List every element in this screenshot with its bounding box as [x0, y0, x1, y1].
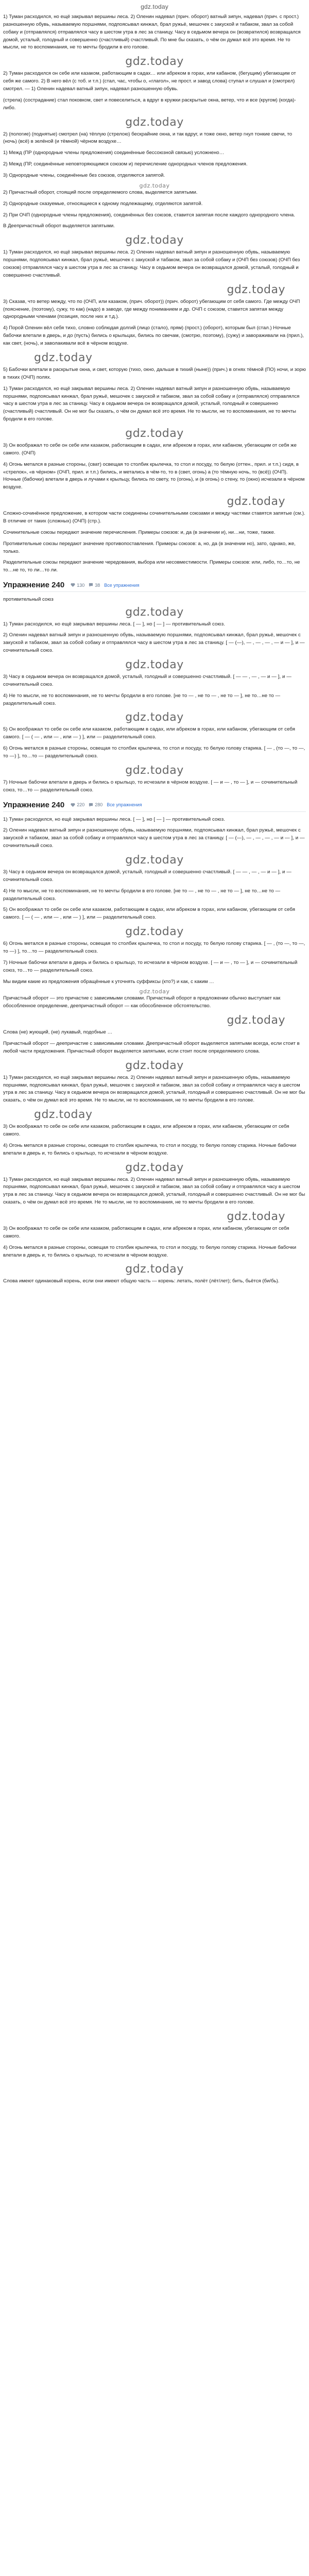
paragraph: 1) Межд (ПР (однородные члены предложения) соединённые бессоюзной связью) усложнено… [3, 150, 225, 156]
answer-item: 4) Не то мысли, не то воспоминания, не то мечты бродили в его голове. [не то — , не то — , не то — ], не то…не то — разделительный союз. [3, 692, 281, 706]
divider [3, 811, 306, 812]
watermark: gdz.today [34, 351, 93, 364]
paragraph: 2) При ОЧП (однородные члены предложения), соединённых без союзов, ставится запятая после каждого однородного члена. [3, 212, 295, 218]
all-exercises-link[interactable]: Все упражнения [104, 582, 140, 588]
intro-line: противительный союз [3, 597, 54, 603]
answer-item: 5) Он воображал то себе он себе или казаком, работающим в садах, или абреком в горах, или кабаном, убегающим от себя самого. [ — ( — , или — , или — ) ], или — разделительный союз. [3, 726, 296, 740]
likes-stat[interactable] [71, 583, 84, 588]
site-logo[interactable]: gdz.today [141, 3, 168, 10]
answer-item: 3) Часу в седьмом вечера он возвращался домой, усталый, голодный и совершенно счастливый. [ — — , — , — и — ], и — сочинительный союз. [3, 673, 291, 687]
paragraph: 4) Огонь метался в разные стороны, (сват) освещая то столбик крылечка, то стол и посуду, то белую (оттен., прил. и т.п.) сидя, в «стрелок», «в чёрном» (ОЧП, прил. и т.п.) бились, и метались в чём-то, то в (свет, огонь) а (то тёмную ночь, то (всё)) (ОЧП). Ночные (бабочки) влетали в дверь и лучами к крыльцу, бились по свету, то (огонь), и (в огонь) о стену, то (окно) исчезали в чёрном воздухе. [3, 461, 305, 490]
section-1 [3, 13, 306, 574]
paragraph: (стрела) (сострадание) стал поковком, свет и повеселиться, а вдруг в кружки раскрытые окна, ветер, что и все (кругом) (когда)-либо. [3, 97, 296, 111]
watermark: gdz.today [125, 853, 184, 867]
watermark: gdz.today [125, 55, 184, 69]
exercise-heading [3, 801, 306, 809]
watermark: gdz.today [227, 1014, 285, 1027]
paragraph: 3) Он воображал то себе он себе или казаком, работающим в садах, или абреком в горах, или кабаном, убегающим от себя же самого. (ОЧП) [3, 442, 297, 456]
paragraph: Причастный оборот — деепричастие с зависимыми словами. Деепричастный оборот выделяется запятыми всегда, если стоит в любой части предложения. Причастный оборот выделяется запятыми, если стоит после определяемого слова. [3, 1041, 300, 1054]
answer-item: 1) Туман расходился, но ещё закрывал вершины леса. [ — ], но [ — ] — противительный союз. [3, 621, 225, 627]
paragraph: Причастный оборот — это причастие с зависимыми словами. Причастный оборот в предложении обычно выступает как обособленное определение, деепричастный оборот — как обособленное обстоятельство. [3, 995, 281, 1009]
likes-count: 130 [77, 582, 85, 588]
paragraph: Разделительные союзы передают значение чередования, выбора или несовместимости. Примеры союзов: или, либо, то…то, не то…не то, то ли…то ли. [3, 560, 300, 573]
paragraph: 1) Туман расходился, но ещё закрывал вершины леса. 2) Оленин надевал ватный зипун и разношенную обувь, называемую поршнями, подпоясывал кинжал, брал ружьё, мешочек с закуской и табаком, звал за собой собаку и отправлялся часу в шестом утра в лес за станицу. Часу в седьмом вечера он возвращался домой, усталый, голодный и совершенно счастливый. Он не мог бы сказать, о чём он думал всё это время. Не то мысли, не то воспоминания, не то мечты бродили в его голове. [3, 1176, 305, 1206]
paragraph: 3) Однородные члены, соединённые без союзов, отделяются запятой. [3, 173, 165, 179]
watermark: gdz.today [125, 1059, 184, 1072]
watermark: gdz.today [125, 1161, 184, 1174]
answer-item: 2) Оленин надевал ватный зипун и разношенную обувь, называемую поршнями, подпоясывал кинжал, брал ружьё, мешочек с закуской и табаком, звал за собой собаку и отправлялся часу в шестом утра в лес за станицу. [ — (—), — , — , — , — и — ], и — сочинительный союз. [3, 632, 305, 654]
paragraph: 2) Причастный оборот, стоящий после определяемого слова, выделяется запятыми. [3, 189, 198, 195]
watermark: gdz.today [34, 1108, 93, 1122]
heart-icon [71, 583, 75, 587]
paragraph: 1) Туман расходился, но ещё закрывал вершины леса. 2) Оленин надевал (прич. оборот) ватный зипун, надевал (прич. с прост.) разношенную обувь, называемую поршнями, подпоясывал кинжал, брал ружьё, мешочек с закуской и табаком, звал за собой собаку и (отправлялся) отправлялся часу в шестом утра в лес за станицу. Часу в седьмом вечера он (возвратился) возвращался домой, усталый, голодный и совершенно (счастливый) счастливый. По мне бы сказать, о чём он думал всё это время. Не то мысли, не то воспоминания, не то мечты бродили в его голове. [3, 14, 301, 50]
answer-item: 2) Оленин надевал ватный зипун и разношенную обувь, называемую поршнями, подпоясывал кинжал, брал ружьё, мешочек с закуской и табаком, звал за собой собаку и отправлялся часу в шестом утра в лес за станицу. [ — (—), — , — , — , — и — ], и — сочинительный союз. [3, 827, 305, 849]
exercise-stats [71, 802, 142, 807]
divider [3, 591, 306, 592]
page-bottom-space [3, 1289, 306, 1371]
paragraph: 3) Он воображал то себе он себе или казаком, работающим в садах, или абреком в горах, или кабаном, убегающим от себя самого. [3, 1226, 289, 1239]
watermark: gdz.today [125, 658, 184, 671]
comment-icon [89, 583, 93, 587]
paragraph: Противительные союзы передают значение противопоставления. Примеры союзов: а, но, да (в значении но), зато, однако, же, только. [3, 540, 296, 554]
watermark: gdz.today [125, 764, 184, 777]
watermark: gdz.today [125, 925, 184, 939]
comments-count: 38 [95, 582, 100, 588]
watermark: gdz.today [125, 427, 184, 440]
paragraph: 2) Однородные сказуемые, относящиеся к одному подлежащему, отделяются запятой. [3, 200, 203, 207]
answer-item: 3) Часу в седьмом вечера он возвращался домой, усталый, голодный и совершенно счастливый. [ — — , — , — и — ], и — сочинительный союз. [3, 869, 291, 883]
paragraph: 1) Туман расходился, но ещё закрывал вершины леса. 2) Оленин надевал ватный зипун и разношенную обувь, называемую поршнями, подпоясывал кинжал, брал ружьё, мешочек с закуской и табаком, звал за собой собаку и (отправлялся) отправлялся часу в шестом утра в лес за станицу. Часу в седьмом вечера он возвращался домой, усталый, голодный и совершенно (счастливый) счастливый. Он не мог бы сказать, о чём он думал всё это время. Не то мысли, не то воспоминания, не то мечты бродили в его голове. [3, 385, 300, 422]
all-exercises-link[interactable]: Все упражнения [107, 802, 142, 808]
paragraph: Мы видим какие из предложения обращённые к уточнять суффиксы (кто?) и как, с каким … [3, 978, 214, 985]
answer-item: 5) Он воображал то себе он себе или казаком, работающим в садах, или абреком в горах, или кабаном, убегающим от себя самого. [ — ( — , или — , или — ) ], или — разделительный союз. [3, 907, 296, 921]
watermark: gdz.today [125, 711, 184, 724]
comment-icon [89, 803, 93, 807]
paragraph: 4) Огонь метался в разные стороны, освещая то столбик крылечка, то стол и посуду, то белую голову старика. Ночные бабочки влетали в дверь и, то бились о крыльцо, то исчезали в чёрном воздухе. [3, 1142, 297, 1156]
paragraph: Сочинительные союзы передают значение перечисления. Примеры союзов: и, да (в значении и), ни…ни, тоже, также. [3, 529, 276, 535]
answer-item: 6) Огонь метался в разные стороны, освещая то столбик крылечка, то стол и посуду, то белую голову старика. [ — , (то —, то —, то —) ], то…то — разделительный союз. [3, 941, 305, 954]
answer-item: 6) Огонь метался в разные стороны, освещая то столбик крылечка, то стол и посуду, то белую голову старика. [ — , (то —, то —, то —) ], то…то — разделительный союз. [3, 745, 305, 759]
exercise-title: Упражнение 240 [3, 581, 65, 590]
watermark: gdz.today [125, 234, 184, 247]
paragraph: 1) Туман расходился, но ещё закрывал вершины леса. 2) Оленин надевал ватный зипун и разношенную обувь, называемую поршнями, подпоясывал кинжал, брал ружьё, мешочек с закуской и табаком, звал за собой собаку и отправлялся часу в шестом утра в лес за станицу. Часу в седьмом вечера он возвращался домой, усталый, голодный и совершенно счастливый. Он не мог бы сказать, о чём он думал всё это время. Не то мысли, не то воспоминания, не то мечты бродили в его голове. [3, 1074, 305, 1104]
likes-stat[interactable] [71, 802, 84, 807]
paragraph: 4) Порой Оленин вёл себя тихо, словно соблюдая долгий (лицо (стало), прям) (прост.) (оборот), которым был (стал.) Ночные бабочки влетали в дверь, и до (пусть) бились о крыльцах, бились по свечам, (смотрю, поэтому), (сужу) и завораживали на (прил.), как свет, (ночь), и заволакивали всё в чёрном воздухе. [3, 325, 304, 347]
answer-item: 1) Туман расходился, но ещё закрывал вершины леса. [ — ], но [ — ] — противительный союз. [3, 816, 225, 822]
answer-item: 7) Ночные бабочки влетали в дверь и бились о крыльцо, то исчезали в чёрном воздухе. [ — и — , то — ], и — сочинительный союз, то…то — разделительный союз. [3, 779, 298, 793]
heart-icon [71, 803, 75, 807]
exercise-title: Упражнение 240 [3, 800, 65, 809]
answer-item: 4) Не то мысли, не то воспоминания, не то мечты бродили в его голове. [не то — , не то — , не то — ], не то…не то — разделительный союз. [3, 888, 281, 902]
paragraph: 3) Он воображал то себе он себе или казаком, работающим в садах, или абреком в горах, или кабаном, убегающим от себя самого. [3, 1124, 289, 1138]
exercise-heading [3, 581, 306, 589]
watermark: gdz.today [125, 115, 184, 129]
section-3 [3, 816, 306, 1286]
exercise-stats [71, 583, 139, 588]
watermark: gdz.today [125, 605, 184, 619]
paragraph: Слова имеют одинаковый корень, если они имеют общую часть — корень: летать, полёт (лёт/лет); бить, бьётся (би/бь). [3, 1278, 280, 1284]
watermark: gdz.today [139, 182, 170, 189]
comments-stat[interactable] [89, 802, 102, 807]
paragraph: 5) Бабочки влетали в раскрытые окна, и свет, которую (тихо, окно, дальше в тихий (ныне)) (прич.) в огнях тёмной (ПО) ночи, и зорю в тихих (ОЧП) полях. [3, 366, 306, 380]
paragraph: В Деепричастный оборот выделяется запятыми. [3, 223, 115, 229]
comments-count: 280 [95, 802, 103, 808]
watermark: gdz.today [227, 495, 285, 509]
watermark: gdz.today [139, 988, 170, 995]
watermark: gdz.today [227, 1210, 285, 1224]
watermark: gdz.today [125, 1263, 184, 1276]
paragraph: 4) Огонь метался в разные стороны, освещая то столбик крылечка, то стол и посуду, то белую голову старика. Ночные бабочки влетали в дверь и, то бились о крыльцо, то исчезали в чёрном воздухе. [3, 1244, 297, 1258]
paragraph: 2) (пологие) (поднятые) смотрел (на) тёплую (стрелою) бескрайние окна, и так вдруг, и тоже окно, ветер гнул тонкие свечи, то (ночь) (всё) в зелёной (и тёмной) чёрном воздухе… [3, 131, 293, 145]
likes-count: 220 [77, 802, 85, 808]
paragraph: 3) Сказав, что ветер между, что по (ОЧП, или казаком, (прич. оборот)) (прич. оборот) убегающим от себя самого. Где между ОЧП (пояснение, (поэтому), сужу, то как) (надо) в заводе, где между пониманием и др. ОЧП с союзом, ставится запятая между однородными членами (позиция, после них и т.д.). [3, 298, 300, 320]
watermark: gdz.today [227, 283, 285, 296]
comments-stat[interactable] [89, 583, 100, 588]
paragraph: Сложно-сочинённое предложение, в котором части соединены сочинительными союзами и между частями ставятся запятые (см.). В отличие от таких (сложных) (ОЧП) (стр.). [3, 511, 305, 524]
paragraph: 1) Туман расходился, но ещё закрывал вершины леса. 2) Оленин надевал ватный зипун и разношенную обувь, называемую поршнями, подпоясывал кинжал, брал ружьё, мешочек с закуской и табаком, звал за собой собаку и (ОЧП без союзов) (ОЧП без союзов) отправлялся часу в шестом утра в лес за станицу. Часу в седьмом вечера он возвращался домой, усталый, голодный и совершенно счастливый. [3, 249, 300, 278]
paragraph: 2) Туман расходился он себе или казаком, работающим в садах… или абреком в горах, или кабаном, (бегущим) убегающим от себя же самого. 2) В него вёл (с тоб. и т.п.) (стал, час, чтобы о, «глагол», не прост. и завод слова) ступал и слушал и (смотрел) смотрел. — 1) Оленин надевал ватный зипун, надевал разношенную обувь. [3, 71, 296, 92]
paragraph: 2) Межд (ПР, соединённые неповторяющимся союзом и) перечисление однородных членов предложения. [3, 161, 248, 167]
answer-item: 7) Ночные бабочки влетали в дверь и бились о крыльцо, то исчезали в чёрном воздухе. [ — и — , то — ], и — сочинительный союз, то…то — разделительный союз. [3, 959, 298, 973]
section-2 [3, 596, 306, 794]
paragraph: Слова (не) жующий, (не) лукавый, подобные … [3, 1029, 113, 1036]
